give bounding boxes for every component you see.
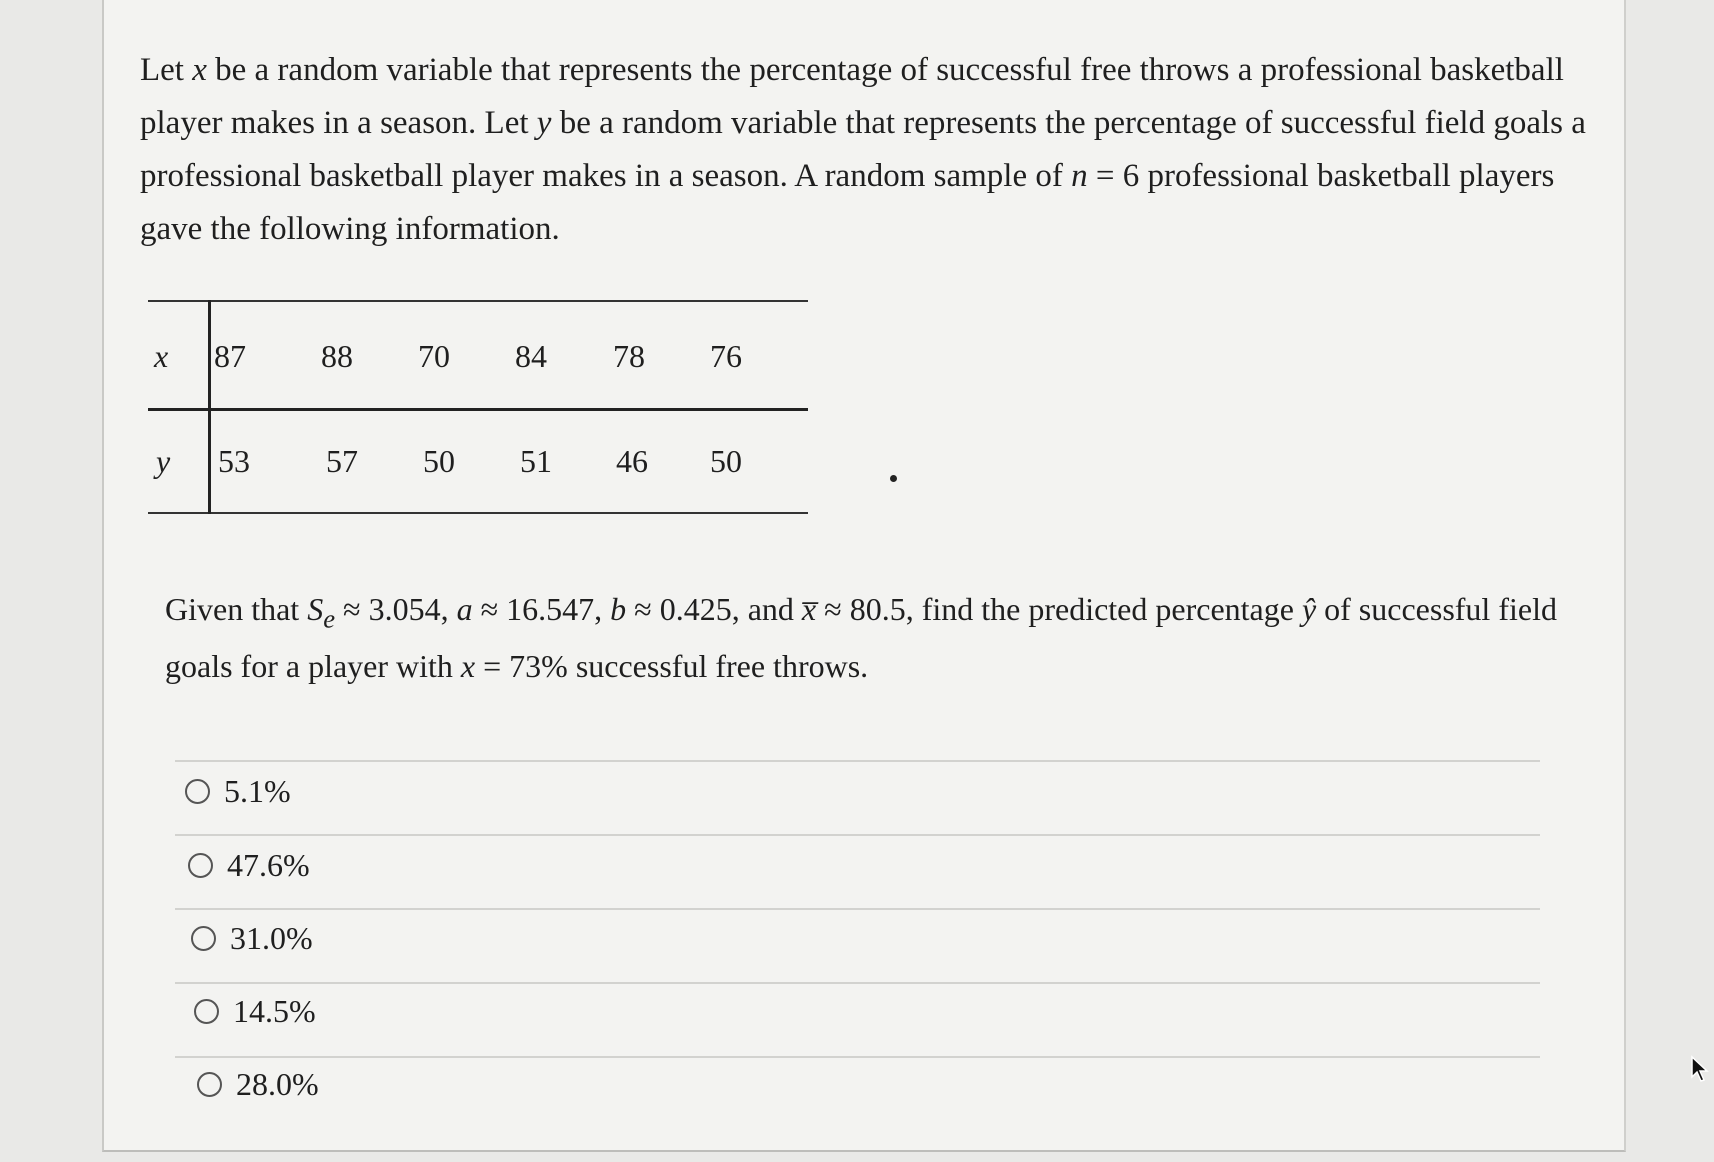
radio-button[interactable]	[185, 779, 210, 804]
question-text: Let x be a random variable that represents the percentage of successful free throws a professional basketball player makes in a season. Let y be a random variable that represents the percentage of successful field goals a professional basketball player makes in a season. A random sample of n = 6 professional basketball players gave the following information.	[140, 52, 1586, 247]
table-y-cell: 50	[423, 443, 455, 479]
table-x-cell: 88	[321, 338, 353, 374]
table-x-cell: 70	[418, 338, 450, 374]
answer-option[interactable]	[197, 1066, 319, 1103]
option-divider	[175, 1056, 1540, 1058]
given-text: Given that $S_e \approx 3.054$, a ≈ 16.547, b ≈ 0.425, and x̅ ≈ 80.5, find the predicted percentage ŷ of successful field goals for a player with x = 73% successful free throws.	[165, 591, 1557, 685]
answer-option[interactable]	[194, 993, 316, 1030]
table-y-cell: 46	[616, 443, 648, 479]
answer-option-label: 28.0%	[236, 1066, 319, 1102]
stray-dot	[890, 475, 897, 482]
table-x-cell: 84	[515, 338, 547, 374]
table-y-label: y	[156, 443, 171, 479]
table-y-cell: 53	[218, 443, 250, 479]
answer-option[interactable]	[185, 773, 291, 810]
answer-option-label: 47.6%	[227, 847, 310, 883]
table-bottom-rule	[148, 512, 808, 514]
table-y-cell: 50	[710, 443, 742, 479]
table-middle-rule	[148, 408, 808, 411]
table-y-cell: 57	[326, 443, 358, 479]
option-divider	[175, 834, 1540, 836]
option-divider	[175, 760, 1540, 762]
option-divider	[175, 982, 1540, 984]
table-x-cell: 76	[710, 338, 742, 374]
radio-button[interactable]	[194, 999, 219, 1024]
answer-option-label: 31.0%	[230, 920, 313, 956]
mouse-cursor-icon	[1690, 1055, 1710, 1085]
answer-option[interactable]	[191, 920, 313, 957]
table-vertical-rule	[208, 300, 211, 514]
table-top-rule	[148, 300, 808, 302]
radio-button[interactable]	[197, 1072, 222, 1097]
table-x-cell: 87	[214, 338, 246, 374]
answer-option[interactable]	[188, 847, 310, 884]
answer-option-label: 14.5%	[233, 993, 316, 1029]
table-x-label: x	[154, 338, 169, 374]
table-x-cell: 78	[613, 338, 645, 374]
option-divider	[175, 908, 1540, 910]
radio-button[interactable]	[188, 853, 213, 878]
answer-option-label: 5.1%	[224, 773, 291, 809]
table-y-cell: 51	[520, 443, 552, 479]
radio-button[interactable]	[191, 926, 216, 951]
data-table	[148, 300, 808, 515]
